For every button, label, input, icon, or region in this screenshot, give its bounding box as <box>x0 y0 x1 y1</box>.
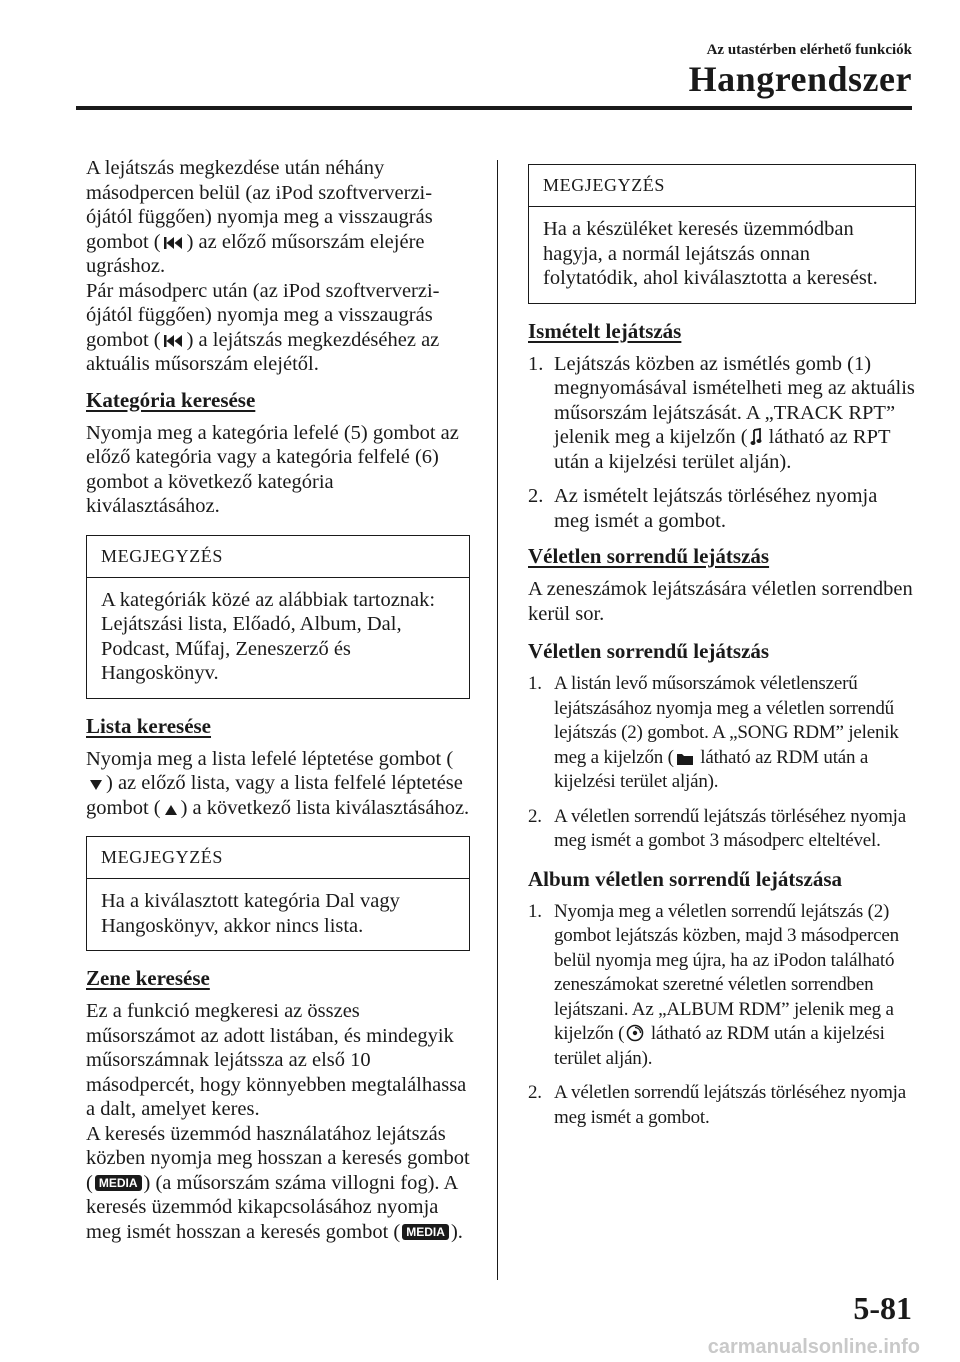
triangle-up-icon <box>163 803 179 817</box>
list-item: 2. A véletlen sorrendű lejátszás törléséhez nyomja meg ismét a gombot. <box>528 1082 906 1128</box>
list-search-heading: Lista keresése <box>86 713 212 738</box>
list-item: 2. Az ismételt lejátszás törléséhez nyomja meg ismét a gombot. <box>528 485 878 532</box>
media-button-icon: MEDIA <box>95 1175 142 1191</box>
intro-paragraph-1: A lejátszás megkezdése után néhány másodpercen belül (az iPod szoftververzi-ójától függően) nyomja meg a visszaugrás gombot ( ) az előző műsorszám elejére ugráshoz. <box>86 157 433 277</box>
disc-icon <box>626 1024 644 1042</box>
note-box-1 <box>86 535 470 699</box>
random-sub-heading: Véletlen sorrendű lejátszás <box>528 639 770 663</box>
note-box-2 <box>86 836 470 951</box>
watermark: carmanualsonline.info <box>707 1336 920 1358</box>
music-note-icon <box>750 428 762 446</box>
note-box-3 <box>528 164 916 304</box>
album-random-heading: Album véletlen sorrendű lejátszása <box>528 866 843 891</box>
list-item: 1. Nyomja meg a véletlen sorrendű lejátszás (2) gombot lejátszás közben, majd 3 másodpercen belül nyomja meg újra, ha az iPodon található zeneszámokat szeretné véletlen sorrendben lejátszani. Az „ALBUM RDM” jelenik meg a kijelzőn ( látható az RDM után a kijelzési terület alján). <box>528 900 899 1069</box>
category-search-heading: Kategória keresése <box>86 387 256 412</box>
page-number: 5-81 <box>853 1290 912 1326</box>
section-subtitle: Az utastérben elérhető funkciók <box>706 42 912 58</box>
skip-back-icon <box>163 235 185 251</box>
note-body: A kategóriák közé az alábbiak tartoznak: Lejátszási lista, Előadó, Album, Dal, Podcast, Műfaj, Zeneszerző és Hangoskönyv. <box>101 588 436 684</box>
triangle-down-icon <box>88 778 104 792</box>
repeat-heading: Ismételt lejátszás <box>528 318 682 343</box>
column-divider <box>497 160 498 1280</box>
note-body: Ha a kiválasztott kategória Dal vagy Hangoskönyv, akkor nincs lista. <box>101 890 400 937</box>
skip-back-icon <box>163 333 185 349</box>
intro-paragraph-2: Pár másodperc után (az iPod szoftververzi-ójától függően) nyomja meg a visszaugrás gombot ( ) a lejátszás megkezdéséhez az aktuális műsorszám elejétől. <box>86 279 440 375</box>
random-heading: Véletlen sorrendű lejátszás <box>528 544 770 568</box>
note-body: Ha a készüléket keresés üzemmódban hagyja, a normál lejátszás onnan folytatódik, ahol kiválasztotta a keresést. <box>543 218 878 289</box>
album-random-steps <box>528 900 916 1131</box>
right-column <box>528 156 916 1140</box>
folder-icon <box>676 751 694 766</box>
list-item: 1. Lejátszás közben az ismétlés gomb (1) megnyomásával ismételheti meg az aktuális műsorszám lejátszását. A „TRACK RPT” jelenik meg a kijelzőn ( látható az RPT után a kijelzési terület alján). <box>528 352 915 473</box>
list-item: 2. A véletlen sorrendű lejátszás törléséhez nyomja meg ismét a gombot 3 másodperc elteltével. <box>528 805 906 851</box>
repeat-steps <box>528 352 916 534</box>
list-item: 1. A listán levő műsorszámok véletlenszerű lejátszásához nyomja meg a véletlen sorrendű lejátszás (2) gombot. A „SONG RDM” jelenik meg a kijelzőn ( látható az RDM után a kijelzési terület alján). <box>528 673 899 792</box>
random-text: A zeneszámok lejátszására véletlen sorrendben kerül sor. <box>528 578 913 625</box>
media-button-icon: MEDIA <box>402 1224 449 1240</box>
music-search-text-2: A keresés üzemmód használatához lejátszás közben nyomja meg hosszan a keresés gombot ( MEDIA ) (a műsorszám száma villogni fog). A keresés üzemmód kikapcsolásához nyomja meg ismét hosszan a keresés gombot ( MEDIA ). <box>86 1122 470 1243</box>
header-rule <box>76 106 912 110</box>
list-search-text: Nyomja meg a lista lefelé léptetése gombot () az előző lista, vagy a lista felfelé léptetése gombot ( ) a következő lista kiválasztásához. <box>86 747 470 819</box>
music-search-heading: Zene keresése <box>86 966 210 990</box>
note-title: MEGJEGYZÉS <box>529 165 915 207</box>
section-title: Hangrendszer <box>688 59 912 99</box>
category-search-text: Nyomja meg a kategória lefelé (5) gombot az előző kategória vagy a kategória felfelé (6) gombot a következő kategória kiválasztásához. <box>86 421 459 517</box>
music-search-text-1: Ez a funkció megkeresi az összes műsorszámot az adott listában, és mindegyik műsorszámnak lejátssza az első 10 másodpercét, hogy könnyebben megtalálhassa a dalt, amelyet keres. <box>86 1000 467 1120</box>
random-steps <box>528 672 916 854</box>
left-column <box>86 156 470 1244</box>
note-title: MEGJEGYZÉS <box>87 536 469 578</box>
note-title: MEGJEGYZÉS <box>87 837 469 879</box>
